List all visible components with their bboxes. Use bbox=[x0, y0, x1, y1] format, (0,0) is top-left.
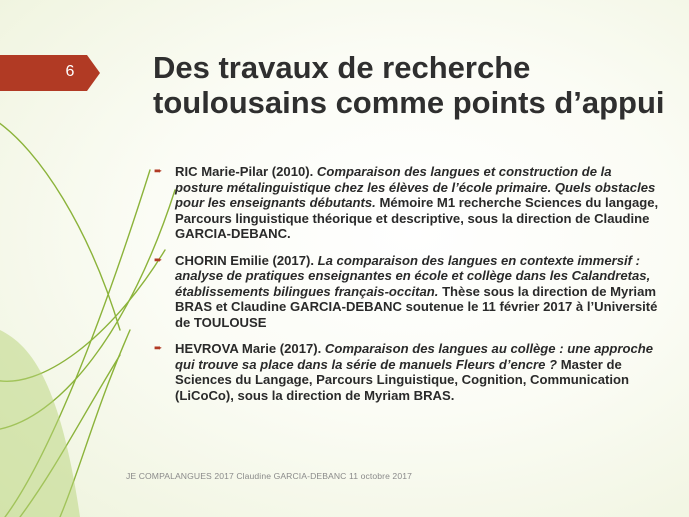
decorative-line bbox=[0, 120, 120, 330]
slide-number: 6 bbox=[65, 63, 75, 80]
slide-number-tab bbox=[0, 55, 100, 91]
item-details: Master de Sciences du Langage, Parcours Linguistique, Cognition, Communication (LiCoCo), sous la direction de Myriam BRAS. bbox=[175, 356, 629, 403]
list-item bbox=[153, 253, 663, 331]
slide-title: Des travaux de recherche toulousains comme points d’appui bbox=[153, 50, 665, 120]
right-arrow-icon: ➨ bbox=[154, 166, 163, 177]
list-item bbox=[153, 341, 663, 403]
right-arrow-icon: ➨ bbox=[154, 254, 163, 266]
right-arrow-icon: ➨ bbox=[154, 343, 163, 354]
item-details: Mémoire M1 recherche Sciences du langage, Parcours linguistique théorique et descriptive, sous la direction de Claudine GARCIA-DEBANC. bbox=[175, 195, 659, 241]
item-author: CHORIN Emilie (2017). bbox=[175, 252, 314, 268]
item-work-title: Comparaison des langues au collège : une approche qui trouve sa place dans la série de manuels Fleurs d’encre ? bbox=[175, 341, 654, 372]
item-author: RIC Marie-Pilar (2010). bbox=[175, 164, 314, 179]
bullet-list bbox=[153, 164, 663, 414]
item-work-title: Comparaison des langues et construction de la posture métalinguistique chez les élèves de l’école primaire. Quels obstacles pour les enseignants débutants. bbox=[175, 164, 656, 210]
list-item bbox=[153, 164, 663, 242]
item-details: Thèse sous la direction de Myriam BRAS et Claudine GARCIA-DEBANC soutenue le 11 février 2017 à l’Université de TOULOUSE bbox=[175, 283, 658, 330]
slide-footer: JE COMPALANGUES 2017 Claudine GARCIA-DEBANC 11 octobre 2017 bbox=[126, 471, 412, 481]
item-work-title: La comparaison des langues en contexte immersif : analyse de pratiques enseignantes en école et collège dans les Calandretas, établissements bilingues français-occitan. bbox=[175, 252, 651, 299]
item-author: HEVROVA Marie (2017). bbox=[175, 341, 322, 356]
